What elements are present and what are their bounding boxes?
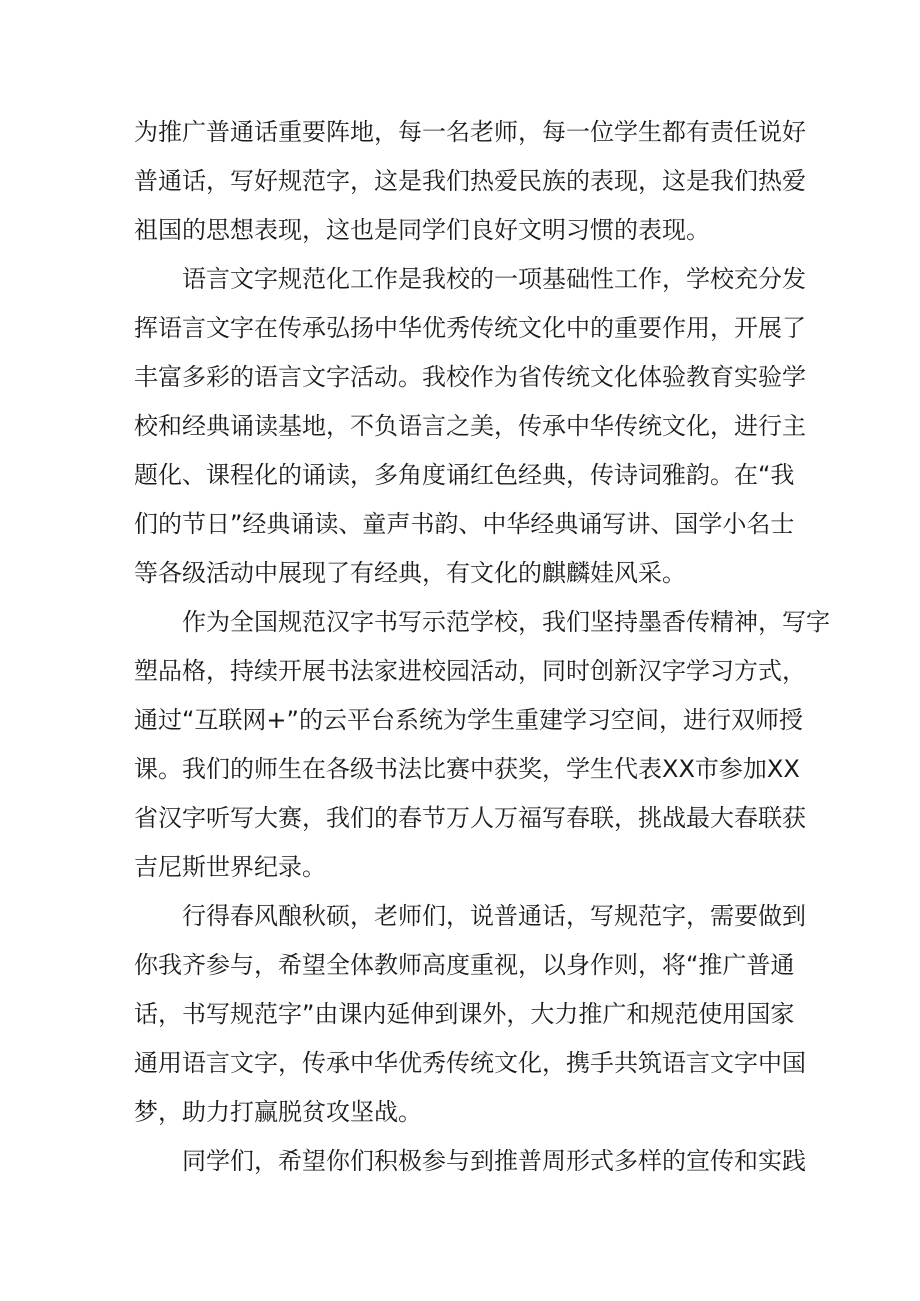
text-line: 塑品格，持续开展书法家进校园活动，同时创新汉字学习方式，: [134, 657, 806, 685]
paragraph: [134, 892, 806, 1137]
text-line: 话，书写规范字”由课内延伸到课外，大力推广和规范使用国家: [134, 1000, 795, 1028]
text-line: 题化、课程化的诵读，多角度诵红色经典，传诗词雅韵。在“我: [134, 461, 795, 489]
paragraph: [134, 598, 830, 892]
text-line: 为推广普通话重要阵地，每一名老师，每一位学生都有责任说好: [134, 118, 806, 146]
text-line: 省汉字听写大赛，我们的春节万人万福写春联，挑战最大春联获: [134, 804, 806, 832]
paragraph: [134, 1137, 806, 1186]
text-line: 普通话，写好规范字，这是我们热爱民族的表现，这是我们热爱: [134, 167, 806, 195]
text-line: 吉尼斯世界纪录。: [134, 853, 326, 881]
text-line: 语言文字规范化工作是我校的一项基础性工作，学校充分发: [182, 265, 806, 293]
text-line: 作为全国规范汉字书写示范学校，我们坚持墨香传精神，写字: [182, 608, 830, 636]
text-line: 挥语言文字在传承弘扬中华优秀传统文化中的重要作用，开展了: [134, 314, 806, 342]
text-line: 同学们，希望你们积极参与到推普周形式多样的宣传和实践: [182, 1147, 806, 1175]
text-line: 们的节日”经典诵读、童声书韵、中华经典诵写讲、国学小名士: [134, 510, 795, 538]
body-text: [134, 108, 830, 1186]
text-line: 梦，助力打赢脱贫攻坚战。: [134, 1098, 422, 1126]
paragraph: [134, 108, 806, 255]
text-line: 等各级活动中展现了有经典，有文化的麒麟娃风采。: [134, 559, 686, 587]
text-line: 你我齐参与，希望全体教师高度重视，以身作则，将“推广普通: [134, 951, 795, 979]
text-line: 丰富多彩的语言文字活动。我校作为省传统文化体验教育实验学: [134, 363, 806, 391]
text-line: 祖国的思想表现，这也是同学们良好文明习惯的表现。: [134, 216, 710, 244]
text-line: 校和经典诵读基地，不负语言之美，传承中华传统文化，进行主: [134, 412, 806, 440]
text-line: 行得春风酿秋硕，老师们，说普通话，写规范字，需要做到: [182, 902, 806, 930]
paragraph: [134, 255, 806, 598]
text-line: 课。我们的师生在各级书法比赛中获奖，学生代表XX市参加XX: [134, 755, 800, 783]
text-line: 通过“互联网+”的云平台系统为学生重建学习空间，进行双师授: [134, 706, 803, 734]
text-line: 通用语言文字，传承中华优秀传统文化，携手共筑语言文字中国: [134, 1049, 806, 1077]
